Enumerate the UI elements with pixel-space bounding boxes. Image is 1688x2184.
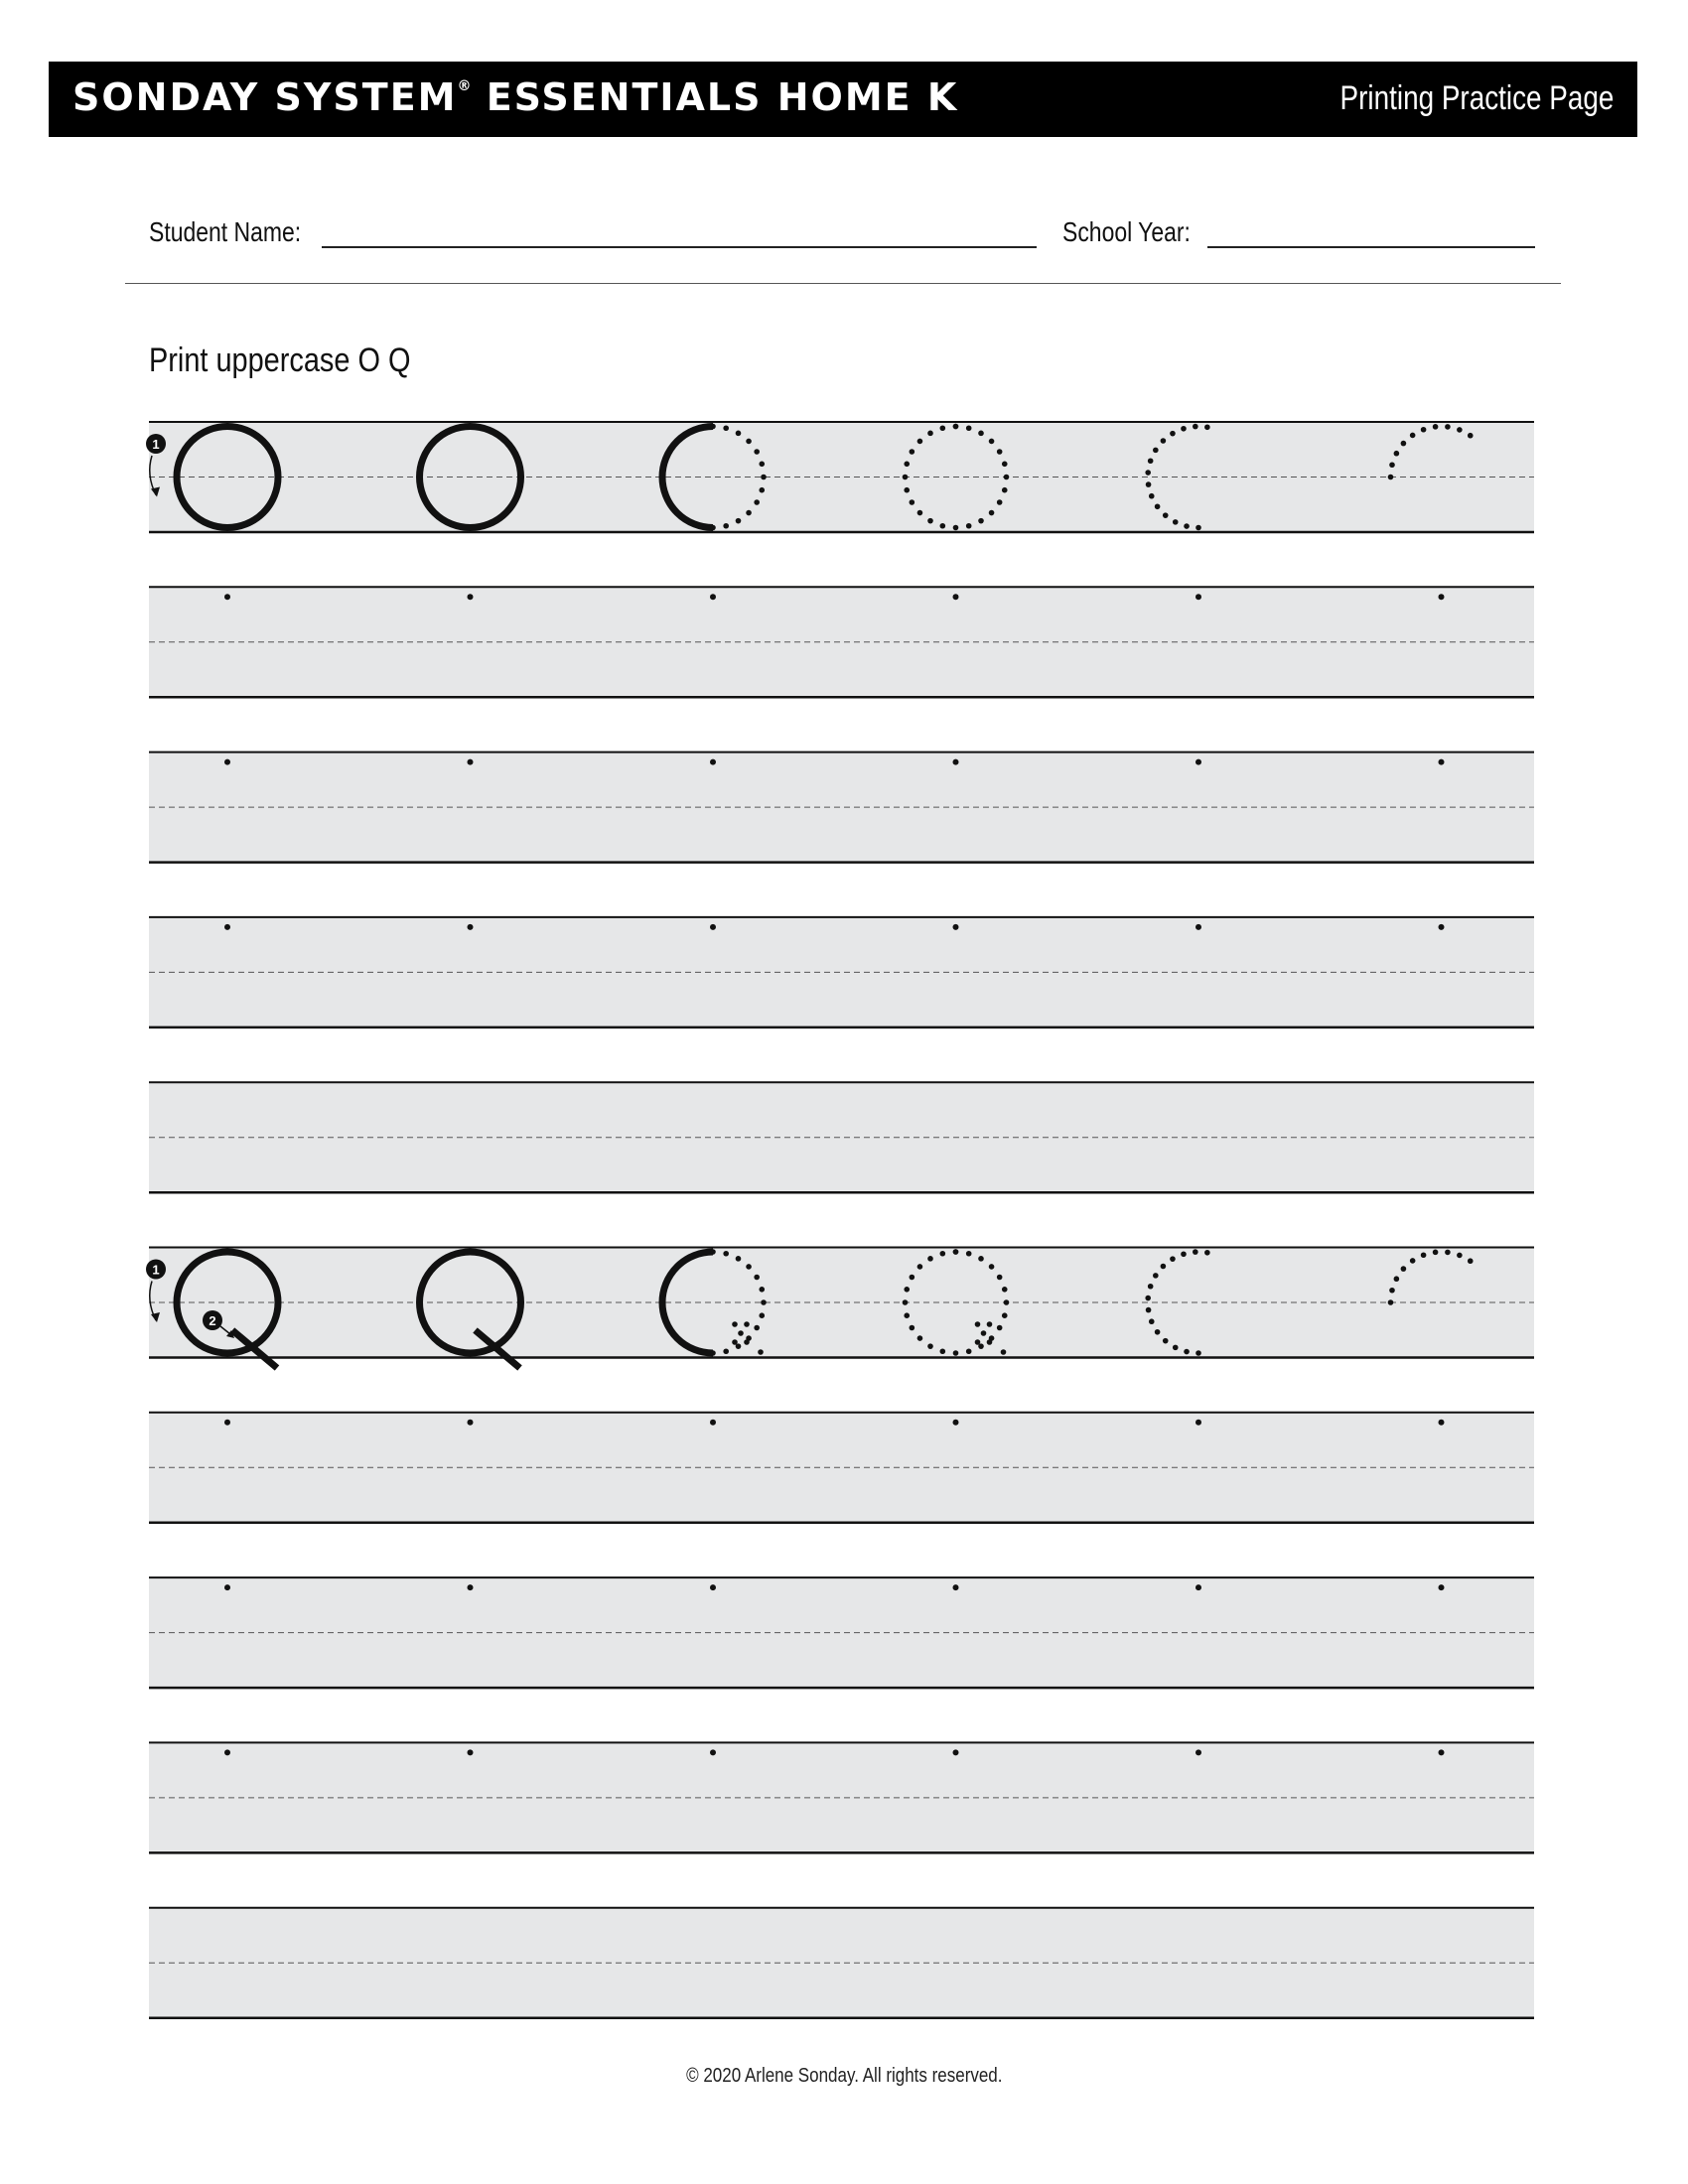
start-dot (468, 924, 474, 930)
start-dot (224, 924, 230, 930)
start-dot (1439, 594, 1445, 600)
stroke-number-text: 1 (152, 1262, 160, 1278)
start-dot (710, 1584, 716, 1590)
start-dot (953, 759, 959, 765)
footer-copyright: © 2020 Arlene Sonday. All rights reserved. (685, 2065, 1003, 2087)
start-dot (224, 1749, 230, 1755)
start-dot (224, 759, 230, 765)
start-dot (468, 1420, 474, 1426)
start-dot (1439, 1584, 1445, 1590)
q-tail-dot (987, 1339, 993, 1345)
start-dot (468, 594, 474, 600)
instruction-text: Print uppercase O Q (149, 341, 411, 379)
start-dot (1196, 924, 1201, 930)
start-dot (224, 1584, 230, 1590)
start-dot (1196, 759, 1201, 765)
q-tail-dot (975, 1339, 981, 1345)
start-dot (710, 1420, 716, 1426)
start-dot (953, 1420, 959, 1426)
start-dot (1196, 1749, 1201, 1755)
start-dot (1439, 759, 1445, 765)
q-tail-dot (975, 1321, 981, 1327)
q-tail-dot (987, 1321, 993, 1327)
start-dot (468, 1749, 474, 1755)
start-dot (224, 1420, 230, 1426)
start-dot (468, 1584, 474, 1590)
start-dot (1439, 1420, 1445, 1426)
start-dot (953, 1584, 959, 1590)
start-dot (710, 759, 716, 765)
start-dot (468, 759, 474, 765)
start-dot (1439, 924, 1445, 930)
q-tail-dot (744, 1339, 750, 1345)
start-dot (1439, 1749, 1445, 1755)
start-dot (1196, 594, 1201, 600)
q-tail-dot (738, 1330, 744, 1336)
student-name-label: Student Name: (149, 216, 302, 247)
start-dot (953, 1749, 959, 1755)
start-dot (953, 594, 959, 600)
q-tail-dot (732, 1321, 738, 1327)
q-tail-dot (1001, 1349, 1007, 1355)
q-tail-dot (732, 1339, 738, 1345)
start-dot (224, 594, 230, 600)
q-tail-dot (744, 1321, 750, 1327)
school-year-label: School Year: (1062, 216, 1191, 247)
q-tail-dot (981, 1330, 987, 1336)
start-dot (1196, 1420, 1201, 1426)
start-dot (710, 594, 716, 600)
start-dot (1196, 1584, 1201, 1590)
stroke-number-text: 1 (152, 437, 160, 452)
stroke-number-text: 2 (209, 1313, 216, 1328)
start-dot (953, 924, 959, 930)
start-dot (710, 1749, 716, 1755)
q-tail-dot (758, 1349, 764, 1355)
start-dot (710, 924, 716, 930)
header-title: SONDAY SYSTEM® ESSENTIALS HOME K (72, 75, 959, 119)
header-subtitle: Printing Practice Page (1339, 79, 1614, 117)
